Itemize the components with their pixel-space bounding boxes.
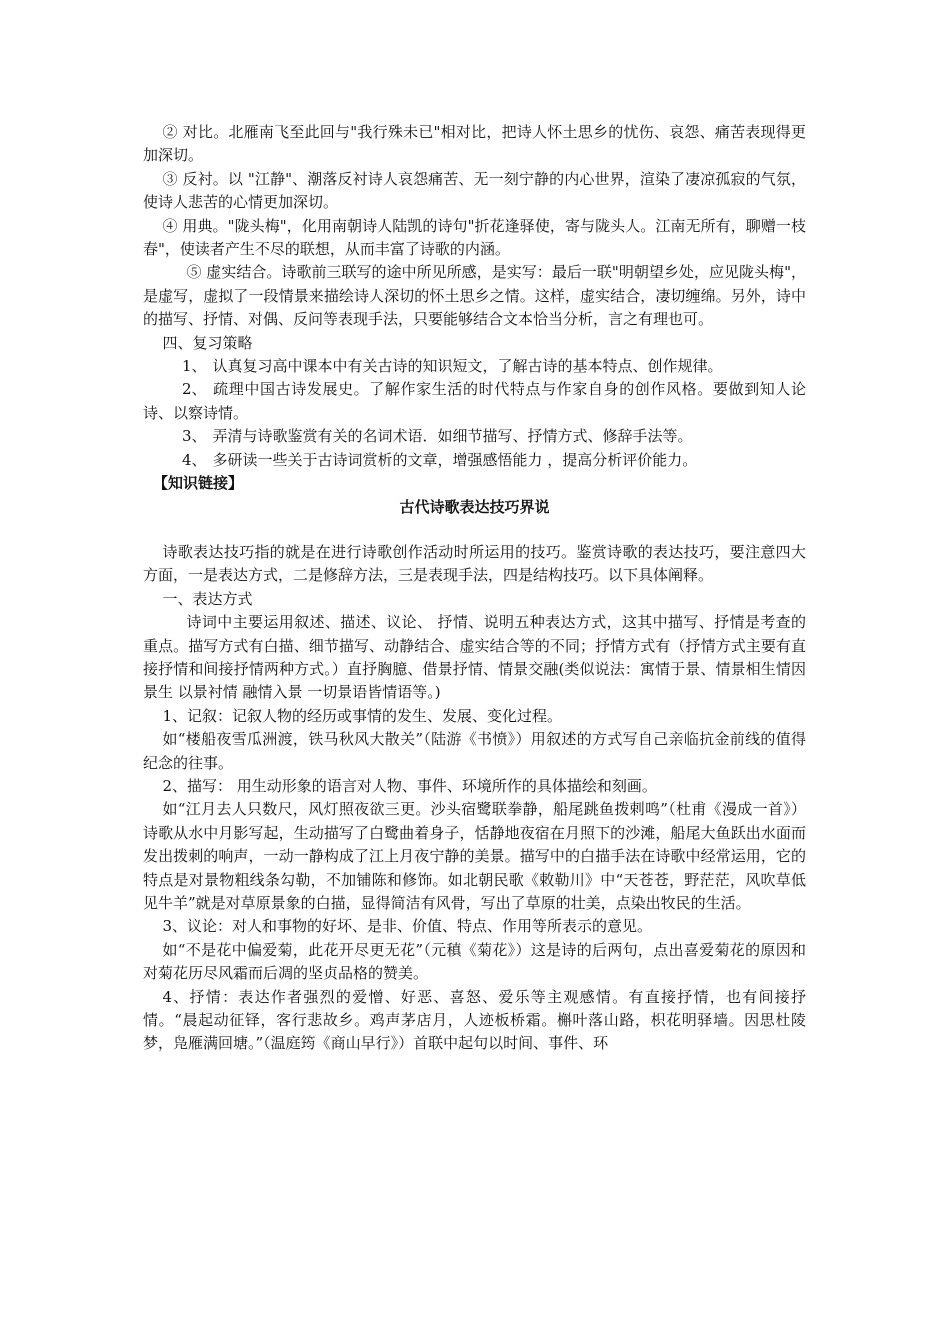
item-heading: 2、描写： 用生动形象的语言对人物、事件、环境所作的具体描绘和刻画。 <box>162 776 657 795</box>
spacer <box>143 519 806 541</box>
review-item-number: 4、 <box>182 450 207 469</box>
article-title: 古代诗歌表达技巧界说 <box>399 497 550 516</box>
document-page <box>143 121 806 1056</box>
review-item-number: 1、 <box>182 357 207 376</box>
review-item-number: 3、 <box>182 427 207 446</box>
review-item-text: 疏理中国古诗发展史。了解作家生活的时代特点与作家自身的创作风格。要做到知人论诗、以察诗情。 <box>143 380 806 422</box>
review-item-text: 多研读一些关于古诗词赏析的文章，增强感悟能力 ，提高分析评价能力。 <box>212 450 698 469</box>
review-item <box>143 425 806 448</box>
review-item-text: 弄清与诗歌鉴赏有关的名词术语．如细节描写、抒情方式、修辞手法等。 <box>212 427 693 446</box>
review-item <box>143 355 806 378</box>
item-body: 如“江月去人只数尺，风灯照夜欲三更。沙头宿鹭联拳静，船尾跳鱼拨剌鸣”（杜甫《漫成一首》）诗歌从水中月影写起，生动描写了白鹭曲着身子，恬静地夜宿在月照下的沙滩，船尾大鱼跃出水面而发出拨刺的响声，一动一静构成了江上月夜宁静的美景。描写中的白描手法在诗歌中经常运用，它的特点是对景物粗线条勾勒，不加铺陈和修饰。如北朝民歌《敕勒川》中“天苍苍，野茫茫，风吹草低见牛羊”就是对草原景象的白描，显得简洁有风骨，写出了草原的壮美，点染出牧民的生活。 <box>143 800 806 912</box>
paragraph-foil: ③ 反衬。以 "江静"、潮落反衬诗人哀怨痛苦、无一刻宁静的内心世界，渲染了凄凉孤寂的气氛，使诗人悲苦的心情更加深切。 <box>143 169 806 212</box>
paragraph-contrast: ② 对比。北雁南飞至此回与"我行殊未已"相对比，把诗人怀土思乡的忧伤、哀怨、痛苦表现得更加深切。 <box>143 123 806 165</box>
section-heading: 一、表达方式 <box>162 589 253 608</box>
item-heading: 4、抒情：表达作者强烈的爱憎、好恶、喜怒、爱乐等主观感情。有直接抒情，也有间接抒情。“晨起动征铎，客行悲故乡。鸡声茅店月，人迹板桥霜。槲叶落山路，枳花明驿墙。因思杜陵梦，凫雁满回塘。”（温庭筠《商山早行》）首联中起句以时间、事件、环 <box>143 987 806 1053</box>
knowledge-link-heading: 【知识链接】 <box>153 474 244 493</box>
paragraph-allusion: ④ 用典。"陇头梅"，化用南朝诗人陆凯的诗句"折花逢驿使，寄与陇头人。江南无所有，聊赠一枝春"，使读者产生不尽的联想，从而丰富了诗歌的内涵。 <box>143 216 806 259</box>
review-item-text: 认真复习高中课本中有关古诗的知识短文，了解古诗的基本特点、创作规律。 <box>212 357 723 376</box>
section-paragraph: 诗词中主要运用叙述、描述、议论、 抒情、说明五种表达方式，这其中描写、抒情是考查的重点。描写方式有白描、细节描写、动静结合、虚实结合等的不同；抒情方式有（抒情方式主要有直接抒情和间接抒情两种方式。）直抒胸臆、借景抒情、情景交融(类似说法：寓情于景、情景相生情因景生 以景衬情 融情入景 一切景语皆情语等。) <box>143 613 806 702</box>
item-heading: 3、议论：对人和事物的好坏、是非、价值、特点、作用等所表示的意见。 <box>162 917 653 936</box>
review-heading: 四、复习策略 <box>162 333 253 352</box>
item-body: 如“楼船夜雪瓜洲渡，铁马秋风大散关”（陆游《书愤》）用叙述的方式写自己亲临抗金前线的值得纪念的往事。 <box>143 730 806 772</box>
review-item-number: 2、 <box>182 380 207 399</box>
review-item <box>143 378 806 425</box>
item-body: 如“不是花中偏爱菊，此花开尽更无花”（元稹《菊花》）这是诗的后两句，点出喜爱菊花的原因和对菊花历尽风霜而后凋的坚贞品格的赞美。 <box>143 940 806 983</box>
item-heading: 1、记叙：记叙人物的经历或事情的发生、发展、变化过程。 <box>162 706 563 725</box>
intro-paragraph: 诗歌表达技巧指的就是在进行诗歌创作活动时所运用的技巧。鉴赏诗歌的表达技巧，要注意四大方面，一是表达方式，二是修辞方法，三是表现手法，四是结构技巧。以下具体阐释。 <box>143 542 806 585</box>
paragraph-virtual-real: ⑤ 虚实结合。诗歌前三联写的途中所见所感，是实写：最后一联"明朝望乡处，应见陇头梅"，是虚写，虚拟了一段情景来描绘诗人深切的怀土思乡之情。这样，虚实结合，凄切缠绵。另外，诗中的描写、抒情、对偶、反问等表现手法，只要能够结合文本恰当分析，言之有理也可。 <box>143 263 806 329</box>
review-item <box>143 449 806 472</box>
